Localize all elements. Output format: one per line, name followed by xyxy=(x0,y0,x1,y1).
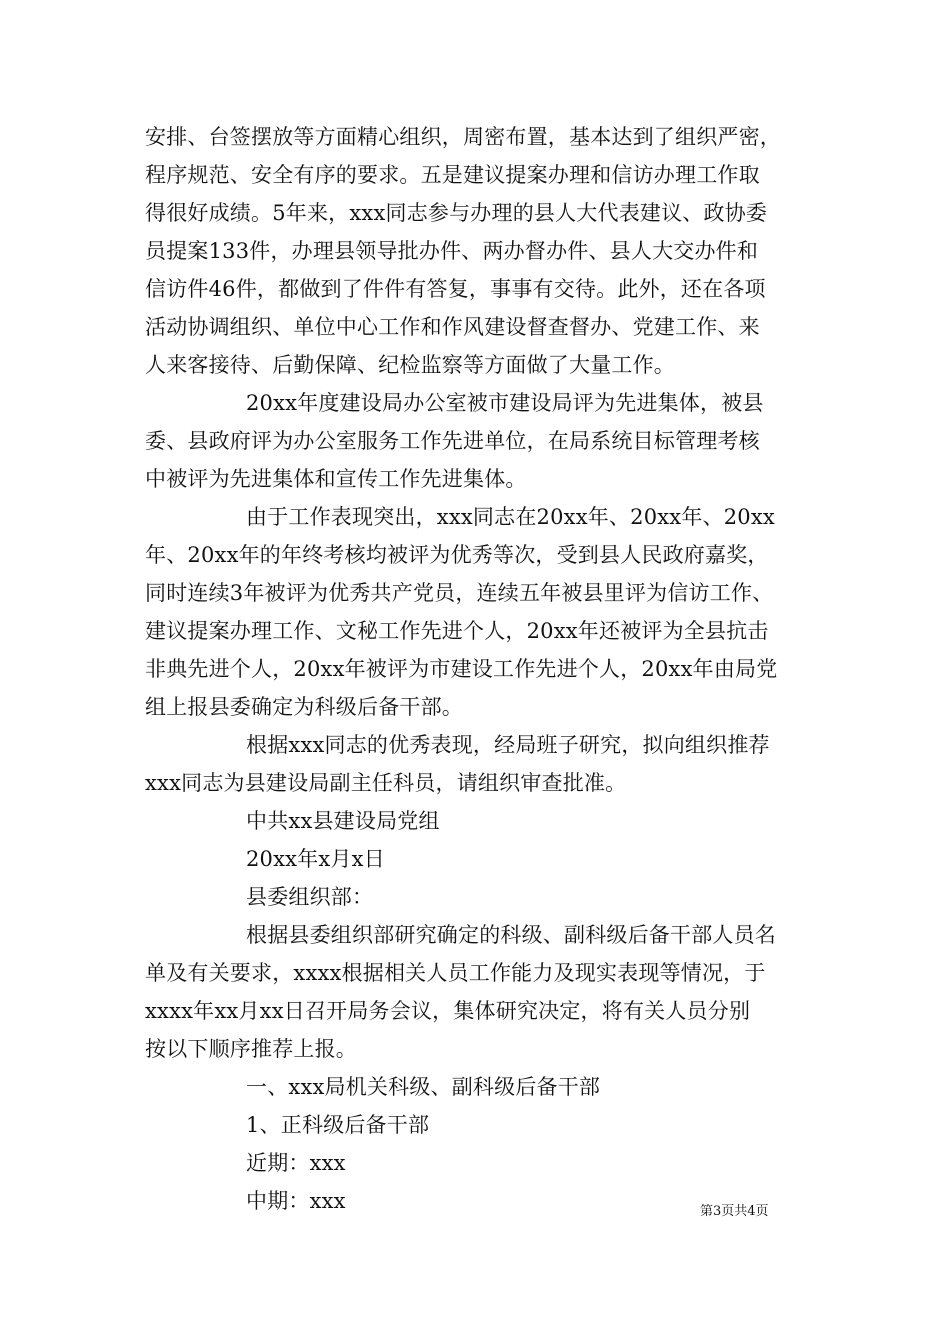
mid-term-entry: 中期：xxx xyxy=(246,1189,346,1213)
body-line-13: 同时连续3年被评为优秀共产党员，连续五年被县里评为信访工作、 xyxy=(145,581,774,605)
body-line-14: 建议提案办理工作、文秘工作先进个人，20xx年还被评为全县抗击 xyxy=(145,619,769,643)
paragraph-start-line: 由于工作表现突出，xxx同志在20xx年、20xx年、20xx xyxy=(246,505,775,529)
body-line-9: 委、县政府评为办公室服务工作先进单位，在局系统目标管理考核 xyxy=(145,429,760,453)
subsection-heading: 1、正科级后备干部 xyxy=(246,1113,430,1137)
body-line-25: 按以下顺序推荐上报。 xyxy=(145,1037,357,1061)
body-line-23: 单及有关要求，xxxx根据相关人员工作能力及现实表现等情况，于 xyxy=(145,961,766,985)
near-term-entry: 近期：xxx xyxy=(246,1151,346,1175)
body-line-7: 人来客接待、后勤保障、纪检监察等方面做了大量工作。 xyxy=(145,353,675,377)
body-line-18: xxx同志为县建设局副主任科员，请组织审查批准。 xyxy=(145,771,627,795)
signature-organization: 中共xx县建设局党组 xyxy=(246,809,440,833)
body-line-12: 年、20xx年的年终考核均被评为优秀等次，受到县人民政府嘉奖， xyxy=(145,543,769,567)
paragraph-start-line: 20xx年度建设局办公室被市建设局评为先进集体，被县 xyxy=(246,391,764,415)
page-number-footer: 第3页共4页 xyxy=(700,1204,769,1219)
section-heading: 一、xxx局机关科级、副科级后备干部 xyxy=(246,1075,601,1099)
recipient-line: 县委组织部： xyxy=(246,885,374,909)
body-line-4: 员提案133件，办理县领导批办件、两办督办件、县人大交办件和 xyxy=(145,239,759,263)
signature-date: 20xx年x月x日 xyxy=(246,847,385,871)
body-line-6: 活动协调组织、单位中心工作和作风建设督查督办、党建工作、来 xyxy=(145,315,760,339)
body-line-1: 安排、台签摆放等方面精心组织，周密布置，基本达到了组织严密， xyxy=(145,125,781,149)
body-line-2: 程序规范、安全有序的要求。五是建议提案办理和信访办理工作取 xyxy=(145,163,760,187)
body-line-16: 组上报县委确定为科级后备干部。 xyxy=(145,695,463,719)
body-line-24: xxxx年xx月xx日召开局务会议，集体研究决定，将有关人员分别 xyxy=(145,999,751,1023)
paragraph-start-line: 根据xxx同志的优秀表现，经局班子研究，拟向组织推荐 xyxy=(246,733,770,757)
body-line-10: 中被评为先进集体和宣传工作先进集体。 xyxy=(145,467,527,491)
body-line-3: 得很好成绩。5年来，xxx同志参与办理的县人大代表建议、政协委 xyxy=(145,201,768,225)
body-line-15: 非典先进个人，20xx年被评为市建设工作先进个人，20xx年由局党 xyxy=(145,657,778,681)
paragraph-start-line: 根据县委组织部研究确定的科级、副科级后备干部人员名 xyxy=(246,923,776,947)
body-line-5: 信访件46件，都做到了件件有答复，事事有交待。此外，还在各项 xyxy=(145,277,766,301)
